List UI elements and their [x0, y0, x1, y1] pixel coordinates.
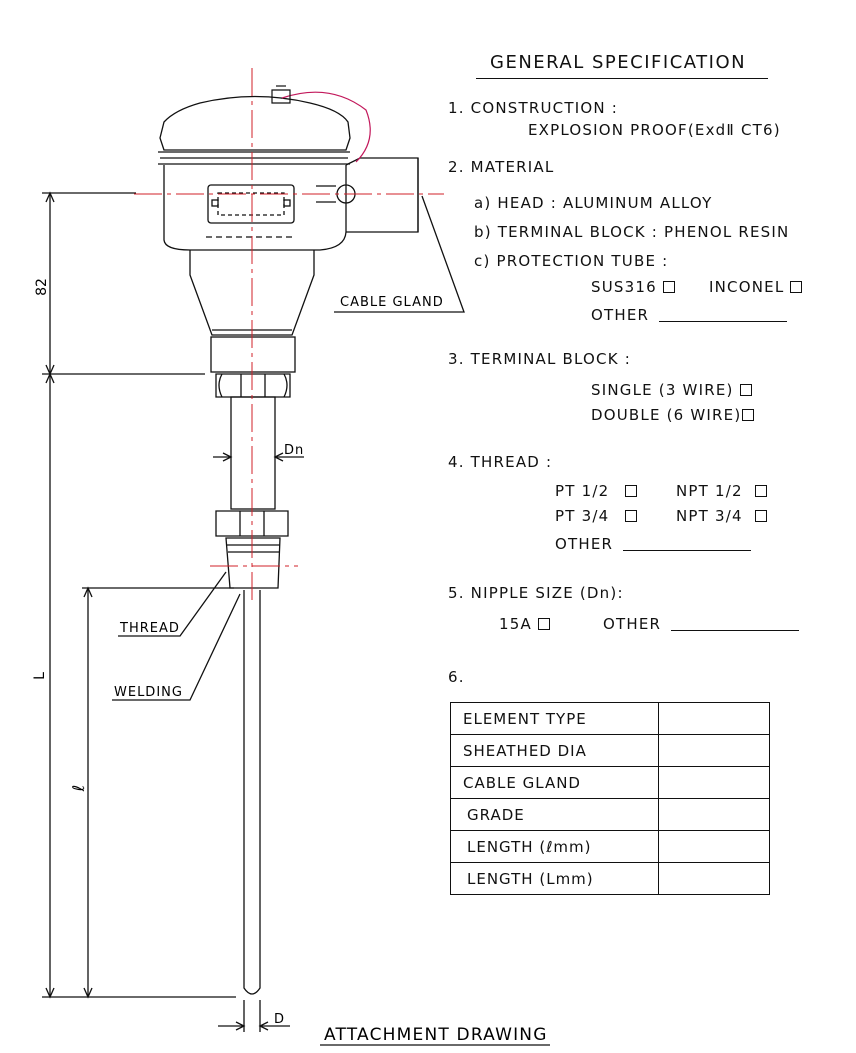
- table-row-value[interactable]: [659, 863, 770, 895]
- table-row-label: LENGTH (ℓmm): [451, 831, 659, 863]
- npt12-checkbox[interactable]: [755, 485, 767, 497]
- section-5-heading: 5. NIPPLE SIZE (Dn):: [448, 584, 624, 602]
- section-2-heading: 2. MATERIAL: [448, 158, 555, 176]
- table-row-label: SHEATHED DIA: [451, 735, 659, 767]
- section-3-heading: 3. TERMINAL BLOCK :: [448, 350, 631, 368]
- sheath: [244, 590, 260, 994]
- table-row-value[interactable]: [659, 831, 770, 863]
- dim-Dn-label: Dn: [284, 443, 305, 458]
- nipple: [231, 397, 275, 509]
- option-sus316: SUS316: [591, 278, 675, 296]
- table-row-value[interactable]: [659, 767, 770, 799]
- option-pt12: PT 1/2: [555, 482, 637, 500]
- cable-gland-boss: [346, 158, 418, 232]
- table-row: [451, 735, 770, 767]
- table-row-label: ELEMENT TYPE: [451, 703, 659, 735]
- spec-title-underline: [476, 78, 768, 79]
- nameplate: [208, 185, 294, 223]
- table-row: [451, 863, 770, 895]
- dim-82-lines: [42, 193, 205, 374]
- double-checkbox[interactable]: [742, 409, 754, 421]
- table-row-value[interactable]: [659, 735, 770, 767]
- inconel-checkbox[interactable]: [790, 281, 802, 293]
- option-15a: 15A: [499, 615, 550, 633]
- option-npt34: NPT 3/4: [676, 507, 767, 525]
- spec-title: GENERAL SPECIFICATION: [490, 52, 747, 73]
- table-row-label: LENGTH (Lmm): [451, 863, 659, 895]
- section-2-c: c) PROTECTION TUBE :: [474, 252, 669, 270]
- table-row: [451, 831, 770, 863]
- table-row-label: GRADE: [451, 799, 659, 831]
- head-cap: [160, 97, 350, 151]
- dim-l-label: ℓ: [69, 784, 88, 792]
- thread-other-field[interactable]: [623, 536, 751, 551]
- table-row-value[interactable]: [659, 799, 770, 831]
- option-thread-other: OTHER: [555, 535, 751, 553]
- section-2-a: a) HEAD : ALUMINUM ALLOY: [474, 194, 713, 212]
- thread-label: THREAD: [120, 621, 180, 636]
- cable-gland-label: CABLE GLAND: [340, 295, 444, 310]
- dim-L-label: L: [32, 672, 48, 680]
- head-body: [164, 165, 346, 250]
- option-inconel: INCONEL: [709, 278, 802, 296]
- option-nipple-other: OTHER: [603, 615, 799, 633]
- table-row-label: CABLE GLAND: [451, 767, 659, 799]
- section-1-value: EXPLOSION PROOF(ExdⅡ CT6): [528, 121, 781, 139]
- dim-D-label: D: [274, 1012, 285, 1027]
- option-pt34: PT 3/4: [555, 507, 637, 525]
- nipple-other-field[interactable]: [671, 616, 799, 631]
- pt34-checkbox[interactable]: [625, 510, 637, 522]
- table-row: [451, 767, 770, 799]
- option-double: DOUBLE (6 WIRE): [591, 406, 754, 424]
- npt34-checkbox[interactable]: [755, 510, 767, 522]
- option-npt12: NPT 1/2: [676, 482, 767, 500]
- section-6-heading: 6.: [448, 668, 465, 686]
- section-2-b: b) TERMINAL BLOCK : PHENOL RESIN: [474, 223, 790, 241]
- upper-hex-nut: [216, 374, 290, 397]
- section-1-heading: 1. CONSTRUCTION :: [448, 99, 618, 117]
- option-single: SINGLE (3 WIRE): [591, 381, 752, 399]
- table-row: [451, 703, 770, 735]
- 15a-checkbox[interactable]: [538, 618, 550, 630]
- dim-l-lines: [82, 588, 234, 997]
- pt12-checkbox[interactable]: [625, 485, 637, 497]
- material-other-field[interactable]: [659, 307, 787, 322]
- element-spec-table: [450, 702, 770, 895]
- sus316-checkbox[interactable]: [663, 281, 675, 293]
- single-checkbox[interactable]: [740, 384, 752, 396]
- section-4-heading: 4. THREAD :: [448, 453, 553, 471]
- table-row: [451, 799, 770, 831]
- option-material-other: OTHER: [591, 306, 787, 324]
- dim-82-label: 82: [34, 278, 50, 296]
- drawing-caption: ATTACHMENT DRAWING: [324, 1025, 548, 1045]
- welding-label: WELDING: [114, 685, 183, 700]
- table-row-value[interactable]: [659, 703, 770, 735]
